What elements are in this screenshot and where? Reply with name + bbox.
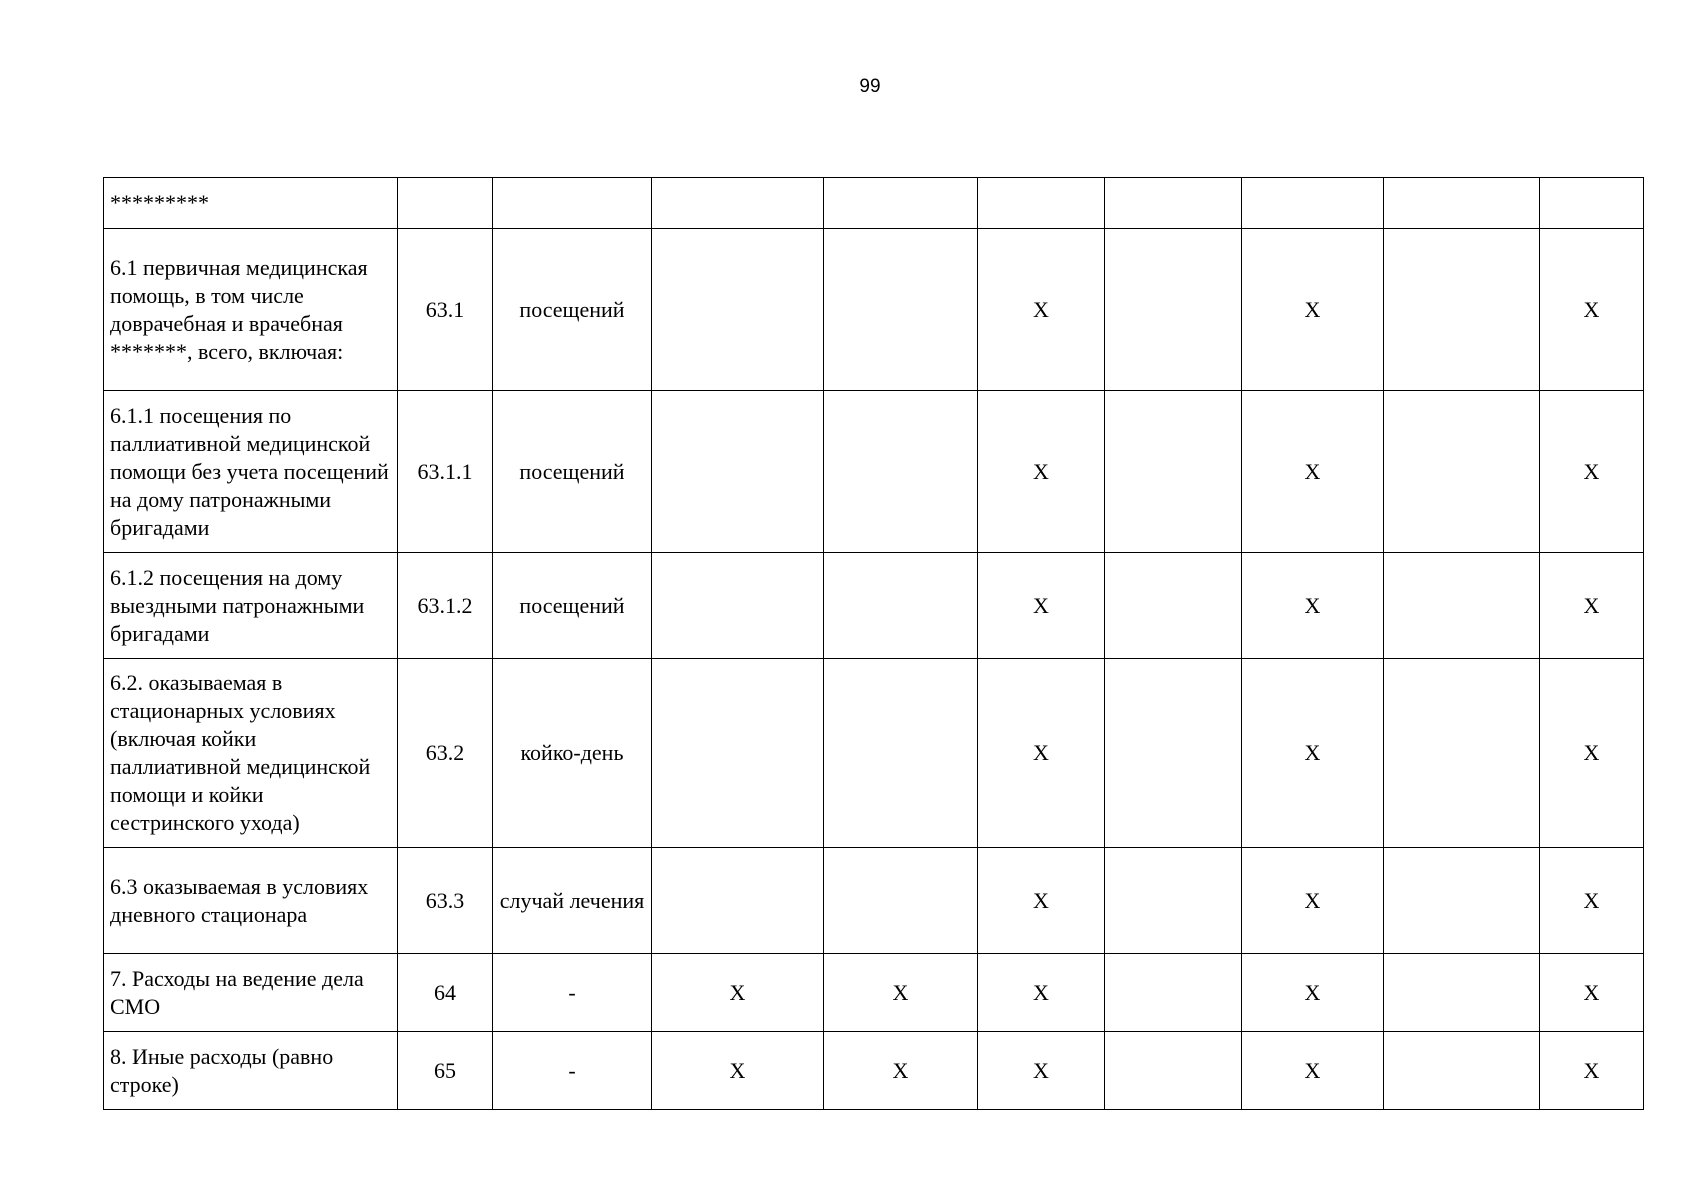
value-cell [1384,553,1540,659]
value-cell [824,659,978,848]
value-cell: X [978,1032,1105,1110]
row-code [398,178,493,229]
value-cell: X [978,954,1105,1032]
value-cell [1105,229,1242,391]
value-cell: X [1242,391,1384,553]
row-name: 6.1 первичная медицинская помощь, в том числе доврачебная и врачебная *******, всего, включая: [104,229,398,391]
row-code: 65 [398,1032,493,1110]
row-unit: - [493,954,652,1032]
value-cell: X [978,848,1105,954]
value-cell: X [978,659,1105,848]
value-cell [1105,848,1242,954]
table-row [104,954,1644,1032]
row-code: 63.3 [398,848,493,954]
value-cell [652,178,824,229]
value-cell: X [1540,848,1644,954]
data-table [103,177,1644,1110]
row-name: 7. Расходы на ведение дела СМО [104,954,398,1032]
value-cell [652,391,824,553]
row-code: 63.2 [398,659,493,848]
table-row [104,848,1644,954]
value-cell: X [1540,1032,1644,1110]
value-cell [1105,954,1242,1032]
value-cell: X [978,553,1105,659]
row-unit: посещений [493,553,652,659]
value-cell [824,553,978,659]
value-cell: X [1540,954,1644,1032]
value-cell: X [978,391,1105,553]
value-cell [1384,229,1540,391]
row-name: 6.1.2 посещения на дому выездными патронажными бригадами [104,553,398,659]
value-cell: X [824,1032,978,1110]
row-unit: - [493,1032,652,1110]
table-row [104,391,1644,553]
row-code: 63.1 [398,229,493,391]
row-unit: посещений [493,229,652,391]
value-cell: X [978,229,1105,391]
table-row [104,553,1644,659]
row-code: 63.1.2 [398,553,493,659]
value-cell [824,848,978,954]
value-cell: X [824,954,978,1032]
row-name: ********* [104,178,398,229]
value-cell [1384,848,1540,954]
row-unit: посещений [493,391,652,553]
value-cell [1242,178,1384,229]
value-cell [652,848,824,954]
value-cell: X [1242,553,1384,659]
value-cell [1384,659,1540,848]
value-cell: X [1242,1032,1384,1110]
value-cell [1105,391,1242,553]
value-cell [824,229,978,391]
value-cell: X [1540,553,1644,659]
row-name: 6.3 оказываемая в условиях дневного стационара [104,848,398,954]
value-cell [1384,954,1540,1032]
value-cell [1384,391,1540,553]
row-code: 64 [398,954,493,1032]
value-cell [652,229,824,391]
value-cell [1105,1032,1242,1110]
value-cell [1384,1032,1540,1110]
row-unit: койко-день [493,659,652,848]
value-cell [1105,178,1242,229]
page-number: 99 [859,76,881,97]
row-code: 63.1.1 [398,391,493,553]
table-row [104,178,1644,229]
value-cell: X [1242,659,1384,848]
value-cell: X [652,954,824,1032]
value-cell [652,553,824,659]
value-cell [1105,553,1242,659]
row-unit: случай лечения [493,848,652,954]
value-cell: X [1540,229,1644,391]
value-cell [1540,178,1644,229]
value-cell: X [1242,229,1384,391]
value-cell: X [1242,954,1384,1032]
row-name: 6.2. оказываемая в стационарных условиях (включая койки паллиативной медицинской помощи и койки сестринского ухода) [104,659,398,848]
value-cell [652,659,824,848]
value-cell [824,391,978,553]
table-row [104,229,1644,391]
value-cell: X [1242,848,1384,954]
value-cell [1384,178,1540,229]
row-name: 6.1.1 посещения по паллиативной медицинской помощи без учета посещений на дому патронажными бригадами [104,391,398,553]
value-cell [1105,659,1242,848]
table-row [104,1032,1644,1110]
table-row [104,659,1644,848]
value-cell: X [1540,659,1644,848]
row-unit [493,178,652,229]
value-cell: X [652,1032,824,1110]
value-cell [978,178,1105,229]
row-name: 8. Иные расходы (равно строке) [104,1032,398,1110]
value-cell [824,178,978,229]
value-cell: X [1540,391,1644,553]
